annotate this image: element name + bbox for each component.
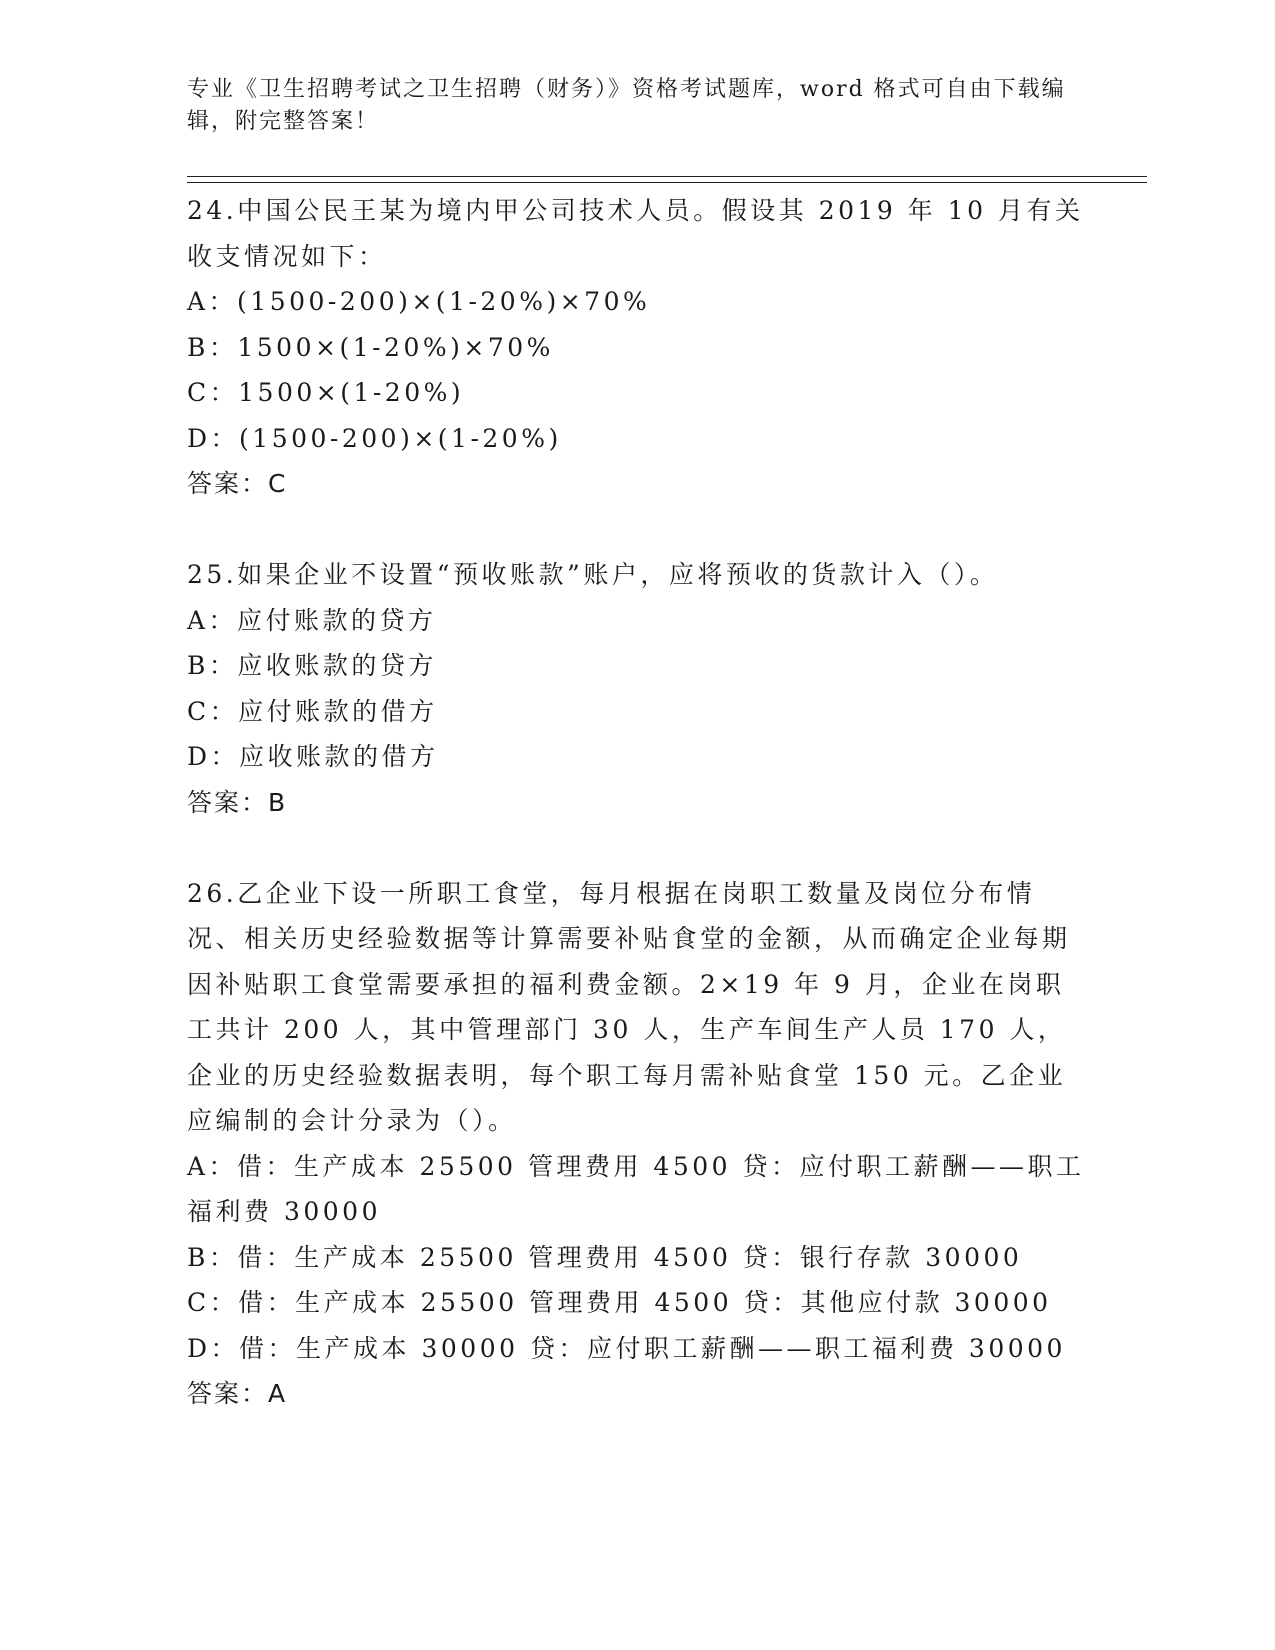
page-header: 专业《卫生招聘考试之卫生招聘（财务）》资格考试题库，word 格式可自由下载编辑，附完整答案！ [187,77,1066,134]
option-a: A：应付账款的贷方 [187,605,437,635]
option-d: D：借：生产成本 30000 贷：应付职工薪酬——职工福利费 30000 [187,1333,1066,1363]
answer: 答案：C [187,469,288,498]
option-b: B：1500×(1-20%)×70% [187,332,554,362]
question-list [187,188,1087,1417]
option-a: A：(1500-200)×(1-20%)×70% [187,287,651,316]
option-b: B：应收账款的贷方 [187,651,437,680]
answer: 答案：A [187,1379,288,1408]
question-stem: 25.如果企业不设置“预收账款”账户，应将预收的货款计入（）。 [187,560,999,589]
header-rule-top [187,176,1147,177]
question-24 [187,188,1087,507]
answer: 答案：B [187,787,288,817]
option-b: B：借：生产成本 25500 管理费用 4500 贷：银行存款 30000 [187,1242,1023,1272]
option-c: C：借：生产成本 25500 管理费用 4500 贷：其他应付款 30000 [187,1288,1052,1317]
question-26 [187,871,1087,1417]
question-stem: 24.中国公民王某为境内甲公司技术人员。假设其 2019 年 10 月有关收支情况如下： [187,196,1084,271]
question-stem: 26.乙企业下设一所职工食堂，每月根据在岗职工数量及岗位分布情况、相关历史经验数据等计算需要补贴食堂的金额，从而确定企业每期因补贴职工食堂需要承担的福利费金额。2×19 年 9 月，企业在岗职工共计 200 人，其中管理部门 30 人，生产车间生产人员 170 人，企业的历史经验数据表明，每个职工每月需补贴食堂 150 元。乙企业应编制的会计分录为（）。 [187,878,1071,1135]
header-rule-bottom [187,182,1147,183]
option-c: C：1500×(1-20%) [187,378,465,407]
question-25 [187,552,1087,825]
option-d: D：应收账款的借方 [187,742,439,771]
option-a: A：借：生产成本 25500 管理费用 4500 贷：应付职工薪酬——职工福利费 30000 [187,1151,1085,1226]
option-c: C：应付账款的借方 [187,696,438,726]
option-d: D：(1500-200)×(1-20%) [187,423,562,453]
